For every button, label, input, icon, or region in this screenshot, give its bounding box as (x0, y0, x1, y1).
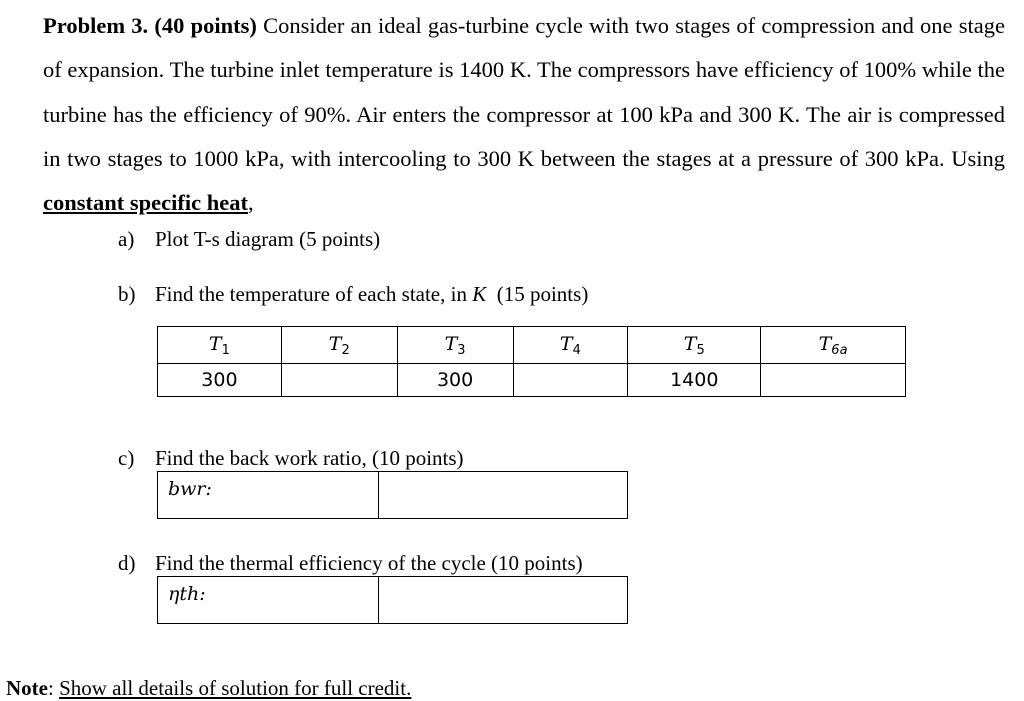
bwr-label-cell (158, 472, 379, 518)
constant-specific-heat-emphasis: constant specific heat (43, 190, 248, 216)
part-b (118, 282, 588, 307)
problem-heading: Problem 3. (40 points) (43, 13, 257, 38)
part-b-unit: K (472, 282, 487, 306)
part-b-points: (15 points) (486, 282, 589, 306)
eta-label: ηth: (168, 583, 206, 605)
part-a (118, 227, 380, 252)
eta-answer-box (157, 576, 628, 624)
header-t2: $T_2$ (281, 327, 397, 364)
part-c (118, 446, 464, 471)
bwr-answer-field[interactable] (379, 472, 627, 518)
value-t3[interactable]: 300 (397, 364, 513, 397)
value-t1[interactable]: 300 (158, 364, 282, 397)
eta-label-cell (158, 577, 379, 623)
problem-text-end: , (247, 190, 254, 216)
problem-statement (43, 4, 1005, 225)
part-d (118, 551, 583, 576)
value-t6a[interactable] (761, 364, 906, 397)
note-label: Note (6, 676, 48, 700)
problem-text: Consider an ideal gas-turbine cycle with two stages of compression and one stage of expansion. The turbine inlet temperature is 1400 K. The compressors have efficiency of 100% while the turbine has the efficiency of 90%. Air enters the compressor at 100 kPa and 300 K. The air is compressed in two stages to 1000 kPa, with intercooling to 300 K between the stages at a pressure of 300 kPa. Using (43, 13, 1005, 171)
part-a-label: a) (118, 227, 135, 251)
header-t6a: $T_{6a}$ (761, 327, 906, 364)
value-t2[interactable] (281, 364, 397, 397)
part-b-label: b) (118, 282, 136, 306)
eta-answer-field[interactable] (379, 577, 627, 623)
part-b-text: Find the temperature of each state, in (155, 282, 473, 306)
value-t4[interactable] (513, 364, 628, 397)
temperature-value-row (158, 364, 906, 397)
part-c-text: Find the back work ratio, (10 points) (155, 446, 464, 470)
part-c-label: c) (118, 446, 135, 470)
header-t3: $T_3$ (397, 327, 513, 364)
part-d-label: d) (118, 551, 136, 575)
value-t5[interactable]: 1400 (628, 364, 761, 397)
header-t5: $T_5$ (628, 327, 761, 364)
part-a-text: Plot T-s diagram (5 points) (155, 227, 381, 251)
note (6, 676, 411, 701)
header-t1: $T_1$ (158, 327, 282, 364)
temperature-table (157, 326, 906, 397)
bwr-label: bwr: (168, 478, 212, 500)
note-colon: : (47, 676, 60, 700)
note-text: Show all details of solution for full credit. (59, 676, 412, 700)
header-t4: $T_4$ (513, 327, 628, 364)
part-d-text: Find the thermal efficiency of the cycle (10 points) (155, 551, 583, 575)
bwr-answer-box (157, 471, 628, 519)
temperature-header-row (158, 327, 906, 364)
